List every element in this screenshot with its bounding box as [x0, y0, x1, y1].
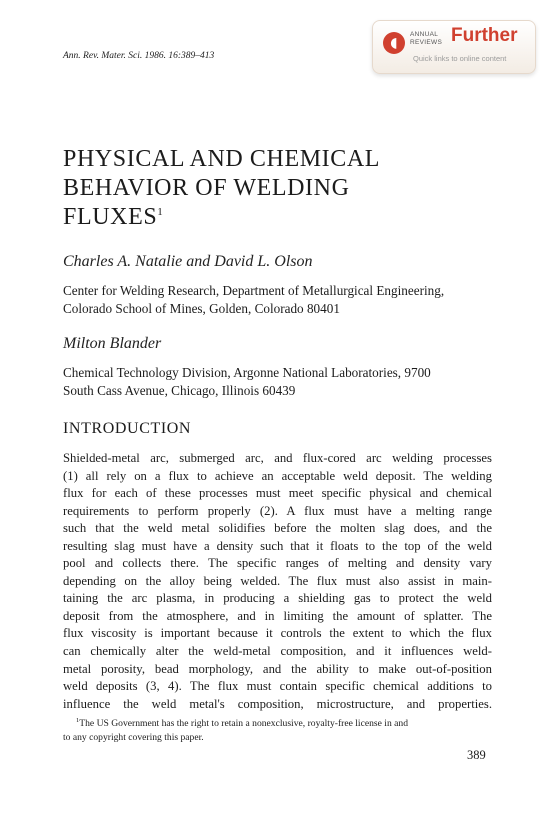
body-line: deposit from the atmosphere, and in limiting the amount of splatter. The [63, 608, 492, 623]
footnote-line: to any copyright covering this paper. [63, 732, 204, 744]
body-line: influence the weld metal's composition, microstructure, and properties. [63, 696, 492, 711]
author-names: Milton Blander [63, 335, 162, 352]
section-heading: INTRODUCTION [63, 420, 192, 437]
footnote-line: $^1$The US Government has the right to retain a nonexclusive, royalty-free license in and [76, 717, 408, 730]
annual-reviews-logo-icon: ◖ [383, 32, 405, 54]
body-line: depending on the alloy being welded. The flux must also assist in main- [63, 573, 492, 588]
body-line: resulting slag must have a density such that it floats to the top of the weld [63, 538, 492, 553]
author-affiliation: Center for Welding Research, Department of Metallurgical Engineering, Colorado School of Mines, Golden, Colorado 80401 [63, 283, 445, 316]
further-label: Further [451, 25, 518, 46]
author-affiliation: Chemical Technology Division, Argonne National Laboratories, 9700 South Cass Avenue, Chicago, Illinois 60439 [63, 365, 431, 398]
body-line: can chemically alter the weld-metal composition, and it influences weld- [63, 644, 492, 659]
body-line: metal porosity, bead morphology, and the ability to make out-of-position [63, 661, 492, 676]
body-line: requirements to perform properly (2). A flux must have a melting range [63, 503, 492, 518]
title-line: PHYSICAL AND CHEMICAL [63, 146, 381, 172]
annual-reviews-logo-text: ANNUAL REVIEWS [410, 31, 443, 46]
author-names: Charles A. Natalie and David L. Olson [63, 253, 313, 270]
annual-reviews-further-badge[interactable] [372, 20, 536, 74]
footnote [63, 714, 492, 745]
body-line: weld deposits (3, 4). The flux must contain specific chemical additions to [63, 679, 492, 694]
page-number: 389 [467, 748, 486, 762]
body-line: pool and collects there. The specific ranges of melting and density vary [63, 556, 492, 571]
body-paragraph [63, 450, 492, 713]
body-line: such that the weld metal solidifies before the molten slag does, and the [63, 521, 492, 536]
article-title [63, 145, 483, 232]
title-line: BEHAVIOR OF WELDING [63, 175, 350, 201]
journal-reference: Ann. Rev. Mater. Sci. 1986. 16:389–413 [63, 51, 215, 61]
body-line: (1) all rely on a flux to achieve an acceptable weld deposit. The welding [63, 468, 492, 483]
body-line: flux for each of these processes must meet specific physical and chemical [63, 486, 492, 501]
title-footnote-mark: 1 [157, 206, 164, 218]
title-line: FLUXES [63, 204, 158, 230]
footnote-mark: 1 [76, 717, 80, 724]
body-line: flux viscosity is important because it controls the extent to which the flux [63, 626, 492, 641]
body-line: Shielded-metal arc, submerged arc, and flux-cored arc welding processes [63, 451, 492, 465]
quick-links-label: Quick links to online content [413, 54, 507, 63]
body-line: taining the arc plasma, in producing a shielding gas to protect the weld [63, 591, 492, 606]
